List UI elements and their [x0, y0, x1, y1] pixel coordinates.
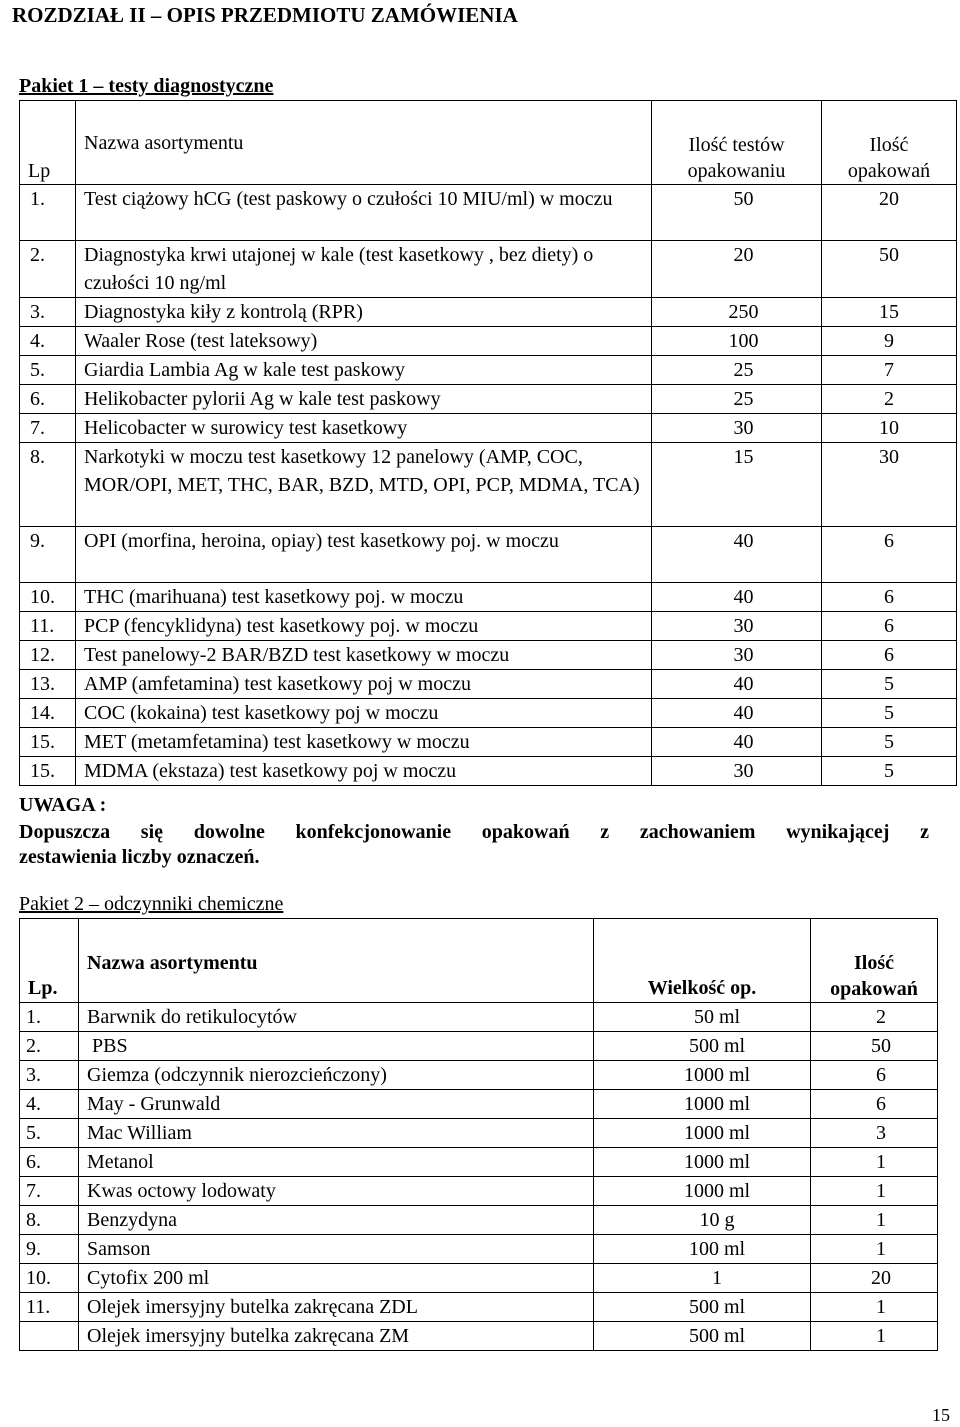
row-lp: 13. — [20, 670, 76, 699]
row2-name: Olejek imersyjny butelka zakręcana ZM — [79, 1322, 594, 1351]
row2-lp: 6. — [20, 1148, 79, 1177]
uwaga-label: UWAGA : — [19, 794, 107, 816]
row-pk: 50 — [822, 241, 957, 298]
row-lp: 7. — [20, 414, 76, 443]
header-lp — [20, 101, 76, 185]
pakiet1-row — [20, 385, 957, 414]
row-lp: 2. — [20, 241, 76, 298]
pakiet2-row — [20, 1119, 938, 1148]
pakiet2-row — [20, 1177, 938, 1206]
pakiet2-header-row — [20, 919, 938, 1003]
row2-size: 500 ml — [594, 1322, 811, 1351]
pakiet2-row — [20, 1003, 938, 1032]
row2-lp: 8. — [20, 1206, 79, 1235]
row-name: PCP (fencyklidyna) test kasetkowy poj. w moczu — [76, 612, 652, 641]
row-name: COC (kokaina) test kasetkowy poj w moczu — [76, 699, 652, 728]
row-name: Narkotyki w moczu test kasetkowy 12 panelowy (AMP, COC, MOR/OPI, MET, THC, BAR, BZD, MTD, OPI, PCP, MDMA, TCA) — [76, 443, 652, 527]
row2-pk: 1 — [811, 1322, 938, 1351]
row2-size: 1000 ml — [594, 1148, 811, 1177]
row-name: Test ciążowy hCG (test paskowy o czułości 10 MIU/ml) w moczu — [76, 185, 652, 241]
row2-lp — [20, 1322, 79, 1351]
row-qty: 30 — [652, 757, 822, 786]
row-name: THC (marihuana) test kasetkowy poj. w moczu — [76, 583, 652, 612]
row-qty: 250 — [652, 298, 822, 327]
row2-pk: 50 — [811, 1032, 938, 1061]
row2-pk: 6 — [811, 1061, 938, 1090]
row-pk: 6 — [822, 612, 957, 641]
row-pk: 20 — [822, 185, 957, 241]
row-pk: 10 — [822, 414, 957, 443]
row2-name: Benzydyna — [79, 1206, 594, 1235]
row-name: Diagnostyka krwi utajonej w kale (test kasetkowy , bez diety) o czułości 10 ng/ml — [76, 241, 652, 298]
row-lp: 11. — [20, 612, 76, 641]
pakiet1-row — [20, 185, 957, 241]
row-qty: 25 — [652, 356, 822, 385]
row-lp: 6. — [20, 385, 76, 414]
row2-name: PBS — [79, 1032, 594, 1061]
row2-size: 100 ml — [594, 1235, 811, 1264]
row-name: Test panelowy-2 BAR/BZD test kasetkowy w moczu — [76, 641, 652, 670]
row-qty: 50 — [652, 185, 822, 241]
pakiet1-row — [20, 757, 957, 786]
row-qty: 40 — [652, 728, 822, 757]
row2-pk: 20 — [811, 1264, 938, 1293]
row-lp: 5. — [20, 356, 76, 385]
row2-pk: 1 — [811, 1206, 938, 1235]
pakiet2-row — [20, 1235, 938, 1264]
header-pk-line2: opakowań — [847, 160, 931, 182]
row-qty: 40 — [652, 583, 822, 612]
pakiet1-title — [19, 75, 273, 98]
row-pk: 15 — [822, 298, 957, 327]
pakiet1-row — [20, 612, 957, 641]
row2-size: 1000 ml — [594, 1119, 811, 1148]
row-lp: 10. — [20, 583, 76, 612]
header-lp-text: Lp — [28, 160, 51, 182]
pakiet1-row — [20, 356, 957, 385]
row-qty: 20 — [652, 241, 822, 298]
pakiet2-row — [20, 1090, 938, 1119]
pakiet2-row — [20, 1148, 938, 1177]
pakiet1-row — [20, 670, 957, 699]
row-lp: 1. — [20, 185, 76, 241]
row-qty: 100 — [652, 327, 822, 356]
row2-size: 1000 ml — [594, 1061, 811, 1090]
row-pk: 6 — [822, 527, 957, 583]
row-name: Helikobacter pylorii Ag w kale test paskowy — [76, 385, 652, 414]
pakiet1-row — [20, 241, 957, 298]
row2-lp: 1. — [20, 1003, 79, 1032]
row-name: MET (metamfetamina) test kasetkowy w moczu — [76, 728, 652, 757]
row-name: Waaler Rose (test lateksowy) — [76, 327, 652, 356]
row2-size: 1 — [594, 1264, 811, 1293]
row2-size: 10 g — [594, 1206, 811, 1235]
page-number: 15 — [932, 1405, 950, 1425]
header2-size — [594, 919, 811, 1003]
row2-lp: 7. — [20, 1177, 79, 1206]
pakiet2-row — [20, 1061, 938, 1090]
row-name: OPI (morfina, heroina, opiay) test kasetkowy poj. w moczu — [76, 527, 652, 583]
row2-pk: 1 — [811, 1148, 938, 1177]
row-lp: 12. — [20, 641, 76, 670]
pakiet2-row — [20, 1032, 938, 1061]
row2-lp: 9. — [20, 1235, 79, 1264]
row-pk: 5 — [822, 699, 957, 728]
row2-name: Mac William — [79, 1119, 594, 1148]
row-lp: 9. — [20, 527, 76, 583]
row2-size: 500 ml — [594, 1032, 811, 1061]
row2-pk: 1 — [811, 1293, 938, 1322]
pakiet1-row — [20, 298, 957, 327]
row-lp: 8. — [20, 443, 76, 527]
pakiet1-row — [20, 414, 957, 443]
row2-size: 500 ml — [594, 1293, 811, 1322]
pakiet1-row — [20, 641, 957, 670]
row2-name: Olejek imersyjny butelka zakręcana ZDL — [79, 1293, 594, 1322]
row2-lp: 4. — [20, 1090, 79, 1119]
row2-name: Metanol — [79, 1148, 594, 1177]
row2-pk: 1 — [811, 1177, 938, 1206]
row2-pk: 2 — [811, 1003, 938, 1032]
pakiet1-header-row — [20, 101, 957, 185]
row-pk: 5 — [822, 757, 957, 786]
row2-lp: 10. — [20, 1264, 79, 1293]
pakiet2-row — [20, 1293, 938, 1322]
row2-name: May - Grunwald — [79, 1090, 594, 1119]
row-pk: 30 — [822, 443, 957, 527]
row-pk: 5 — [822, 670, 957, 699]
header2-lp-text: Lp. — [28, 977, 58, 999]
row-name: Diagnostyka kiły z kontrolą (RPR) — [76, 298, 652, 327]
row-qty: 40 — [652, 670, 822, 699]
row-lp: 14. — [20, 699, 76, 728]
row2-name: Giemza (odczynnik nierozcieńczony) — [79, 1061, 594, 1090]
header-pk-line1: Ilość — [869, 134, 909, 156]
row2-lp: 3. — [20, 1061, 79, 1090]
page-heading: ROZDZIAŁ II – OPIS PRZEDMIOTU ZAMÓWIENIA — [12, 3, 518, 27]
row-qty: 40 — [652, 699, 822, 728]
pakiet1-table — [19, 100, 957, 786]
header2-pk — [811, 919, 938, 1003]
row2-size: 1000 ml — [594, 1177, 811, 1206]
row2-name: Cytofix 200 ml — [79, 1264, 594, 1293]
row2-size: 50 ml — [594, 1003, 811, 1032]
row-pk: 6 — [822, 641, 957, 670]
row-name: Helicobacter w surowicy test kasetkowy — [76, 414, 652, 443]
header2-lp — [20, 919, 79, 1003]
header2-size-text: Wielkość op. — [647, 977, 757, 999]
row2-name: Kwas octowy lodowaty — [79, 1177, 594, 1206]
row2-name: Barwnik do retikulocytów — [79, 1003, 594, 1032]
row2-pk: 1 — [811, 1235, 938, 1264]
header-qty-line2: opakowaniu — [687, 160, 786, 182]
pakiet1-title-text: Pakiet 1 – testy diagnostyczne — [19, 75, 274, 97]
pakiet2-title — [19, 893, 283, 916]
row-pk: 6 — [822, 583, 957, 612]
row-qty: 30 — [652, 414, 822, 443]
header2-pk-line2: opakowań — [830, 978, 918, 1000]
pakiet2-table — [19, 918, 938, 1351]
pakiet2-title-text: Pakiet 2 – odczynniki chemiczne — [19, 893, 284, 915]
row-qty: 30 — [652, 641, 822, 670]
header2-name — [79, 919, 594, 1003]
pakiet1-row — [20, 527, 957, 583]
row-pk: 2 — [822, 385, 957, 414]
row-name: MDMA (ekstaza) test kasetkowy poj w moczu — [76, 757, 652, 786]
header2-name-text: Nazwa asortymentu — [87, 952, 258, 974]
pakiet1-row — [20, 443, 957, 527]
row2-lp: 5. — [20, 1119, 79, 1148]
header-name-text: Nazwa asortymentu — [84, 132, 244, 154]
row2-pk: 3 — [811, 1119, 938, 1148]
uwaga-text-line1: Dopuszcza się dowolne konfekcjonowanie opakowań z zachowaniem wynikającej z — [19, 821, 929, 843]
row-lp: 15. — [20, 757, 76, 786]
row-qty: 15 — [652, 443, 822, 527]
row-lp: 3. — [20, 298, 76, 327]
row-qty: 30 — [652, 612, 822, 641]
row-pk: 5 — [822, 728, 957, 757]
row-name: AMP (amfetamina) test kasetkowy poj w moczu — [76, 670, 652, 699]
row2-lp: 2. — [20, 1032, 79, 1061]
header-pk — [822, 101, 957, 185]
pakiet2-row — [20, 1264, 938, 1293]
pakiet2-row — [20, 1206, 938, 1235]
header-qty-line1: Ilość testów — [688, 134, 785, 156]
pakiet1-row — [20, 728, 957, 757]
row-qty: 40 — [652, 527, 822, 583]
row-lp: 4. — [20, 327, 76, 356]
row2-pk: 6 — [811, 1090, 938, 1119]
pakiet1-row — [20, 699, 957, 728]
row2-name: Samson — [79, 1235, 594, 1264]
uwaga-text-line2: zestawienia liczby oznaczeń. — [19, 846, 260, 868]
row-lp: 15. — [20, 728, 76, 757]
header-qty — [652, 101, 822, 185]
pakiet1-row — [20, 327, 957, 356]
row-pk: 7 — [822, 356, 957, 385]
row2-size: 1000 ml — [594, 1090, 811, 1119]
header2-pk-line1: Ilość — [854, 952, 894, 974]
pakiet2-row — [20, 1322, 938, 1351]
row-name: Giardia Lambia Ag w kale test paskowy — [76, 356, 652, 385]
row2-lp: 11. — [20, 1293, 79, 1322]
row-pk: 9 — [822, 327, 957, 356]
row-qty: 25 — [652, 385, 822, 414]
pakiet1-row — [20, 583, 957, 612]
header-name — [76, 101, 652, 185]
